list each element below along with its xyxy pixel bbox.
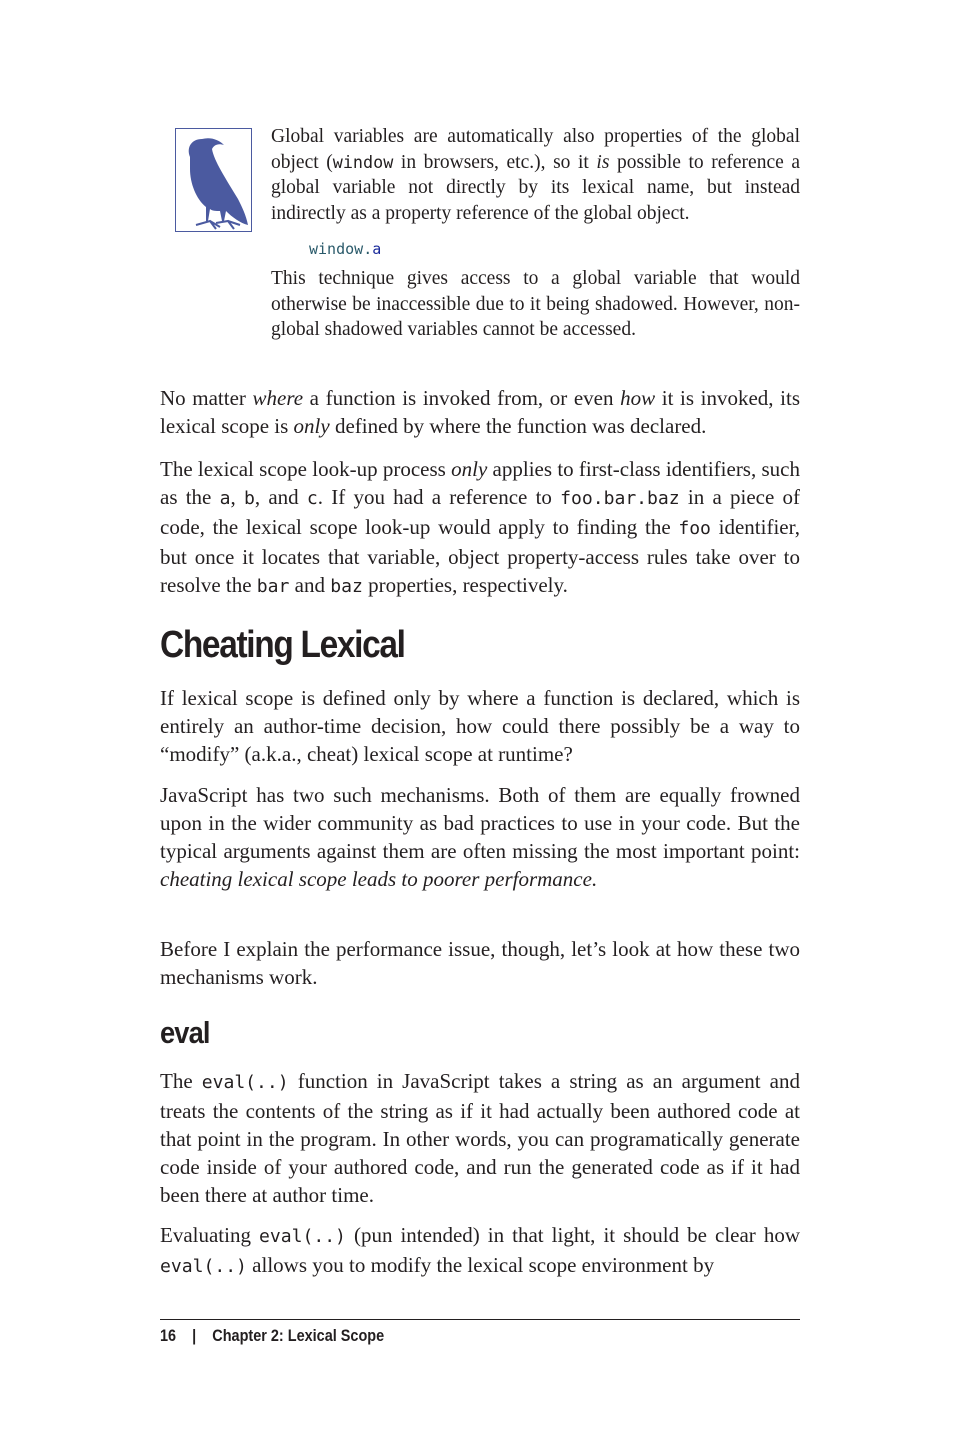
text-run: Evaluating: [160, 1223, 259, 1247]
text-run: allows you to modify the lexical scope environment by: [246, 1253, 715, 1277]
code-dot: .: [363, 240, 373, 258]
text-run: in a piece of code, the lexical scope look-up would apply to finding the: [160, 485, 801, 539]
chapter-title: Chapter 2: Lexical Scope: [212, 1326, 385, 1345]
text-run: properties, respectively.: [362, 573, 568, 597]
paragraph: [160, 1067, 800, 1209]
emphasis: only: [293, 414, 330, 438]
text-run: No matter: [160, 386, 253, 410]
text-run: If lexical scope is defined only by where a function is declared, which is entirely an author-time decision, how could there possibly be a way to “modify” (a.k.a., cheat) lexical scope at runtime?: [160, 686, 800, 766]
text-run: This technique gives access to a global variable that would otherwise be inaccessible due to it being shadowed. However, non-global shadowed variables cannot be accessed.: [271, 268, 800, 340]
text-run: , and: [254, 485, 307, 509]
inline-code: baz: [330, 576, 363, 597]
text-run: a function is invoked from, or even: [303, 386, 621, 410]
inline-code: eval(..): [201, 1072, 289, 1093]
footer-separator: |: [192, 1326, 197, 1345]
inline-code: foo: [678, 518, 711, 539]
emphasis: where: [252, 386, 304, 410]
paragraph: [160, 935, 800, 991]
inline-code: bar: [256, 576, 290, 597]
inline-code: window: [332, 151, 394, 172]
footer-rule: [160, 1319, 800, 1320]
text-run: JavaScript has two such mechanisms. Both of them are equally frowned upon in the wider community as bad practices to use in your code. But the typical arguments against them are often missing the most important point:: [160, 783, 800, 863]
text-run: in browsers, etc.), so it: [393, 151, 597, 173]
running-footer: [160, 1326, 384, 1346]
text-run: The lexical scope look-up process: [160, 457, 452, 481]
text-run: The: [160, 1069, 202, 1093]
inline-code: b: [243, 488, 255, 509]
text-run: . If you had a reference to: [317, 485, 561, 509]
inline-code: foo.bar.baz: [560, 488, 680, 509]
page-number: 16: [160, 1326, 177, 1345]
paragraph: [160, 684, 800, 768]
inline-code: eval(..): [160, 1256, 247, 1277]
text-run: defined by where the function was declared.: [329, 414, 707, 438]
code-object: window: [309, 240, 364, 258]
text-run: Before I explain the performance issue, though, let’s look at how these two mechanisms work.: [160, 937, 800, 989]
text-run: possible to reference a global variable not directly by its lexical name, but instead indirectly as a property reference of the global object.: [271, 151, 801, 224]
emphasis: cheating lexical scope leads to poorer performance.: [160, 867, 598, 891]
text-run: Global variables are automatically also properties of the global object (: [271, 126, 800, 173]
paragraph: [160, 1221, 800, 1281]
paragraph: [160, 455, 800, 601]
text-run: identifier, but once it locates that variable, object property-access rules take over to resolve the: [160, 515, 800, 597]
text-run: and: [289, 573, 331, 597]
text-run: applies to first-class identifiers, such as the: [160, 457, 800, 509]
text-run: (pun intended) in that light, it should be clear how: [345, 1223, 800, 1247]
code-sample: [309, 240, 381, 258]
inline-code: a: [219, 488, 231, 509]
emphasis: is: [596, 151, 610, 173]
section-heading: Cheating Lexical: [160, 624, 405, 666]
crow-icon: [175, 128, 252, 232]
emphasis: how: [620, 386, 656, 410]
inline-code: c: [306, 488, 318, 509]
paragraph: [160, 384, 800, 440]
code-property: a: [372, 240, 382, 258]
subsection-heading: eval: [160, 1015, 210, 1050]
text-run: ,: [230, 485, 244, 509]
text-run: it is invoked, its lexical scope is: [160, 386, 800, 438]
paragraph: [160, 781, 800, 893]
inline-code: eval(..): [259, 1226, 346, 1247]
text-run: function in JavaScript takes a string as an argument and treats the contents of the string as if it had actually been authored code at that point in the program. In other words, you can programatically generate code inside of your authored code, and run the generated code as if it had been there at author time.: [160, 1069, 800, 1207]
emphasis: only: [451, 457, 488, 481]
note-paragraph-2: [271, 266, 800, 343]
note-paragraph-1: [271, 124, 800, 226]
